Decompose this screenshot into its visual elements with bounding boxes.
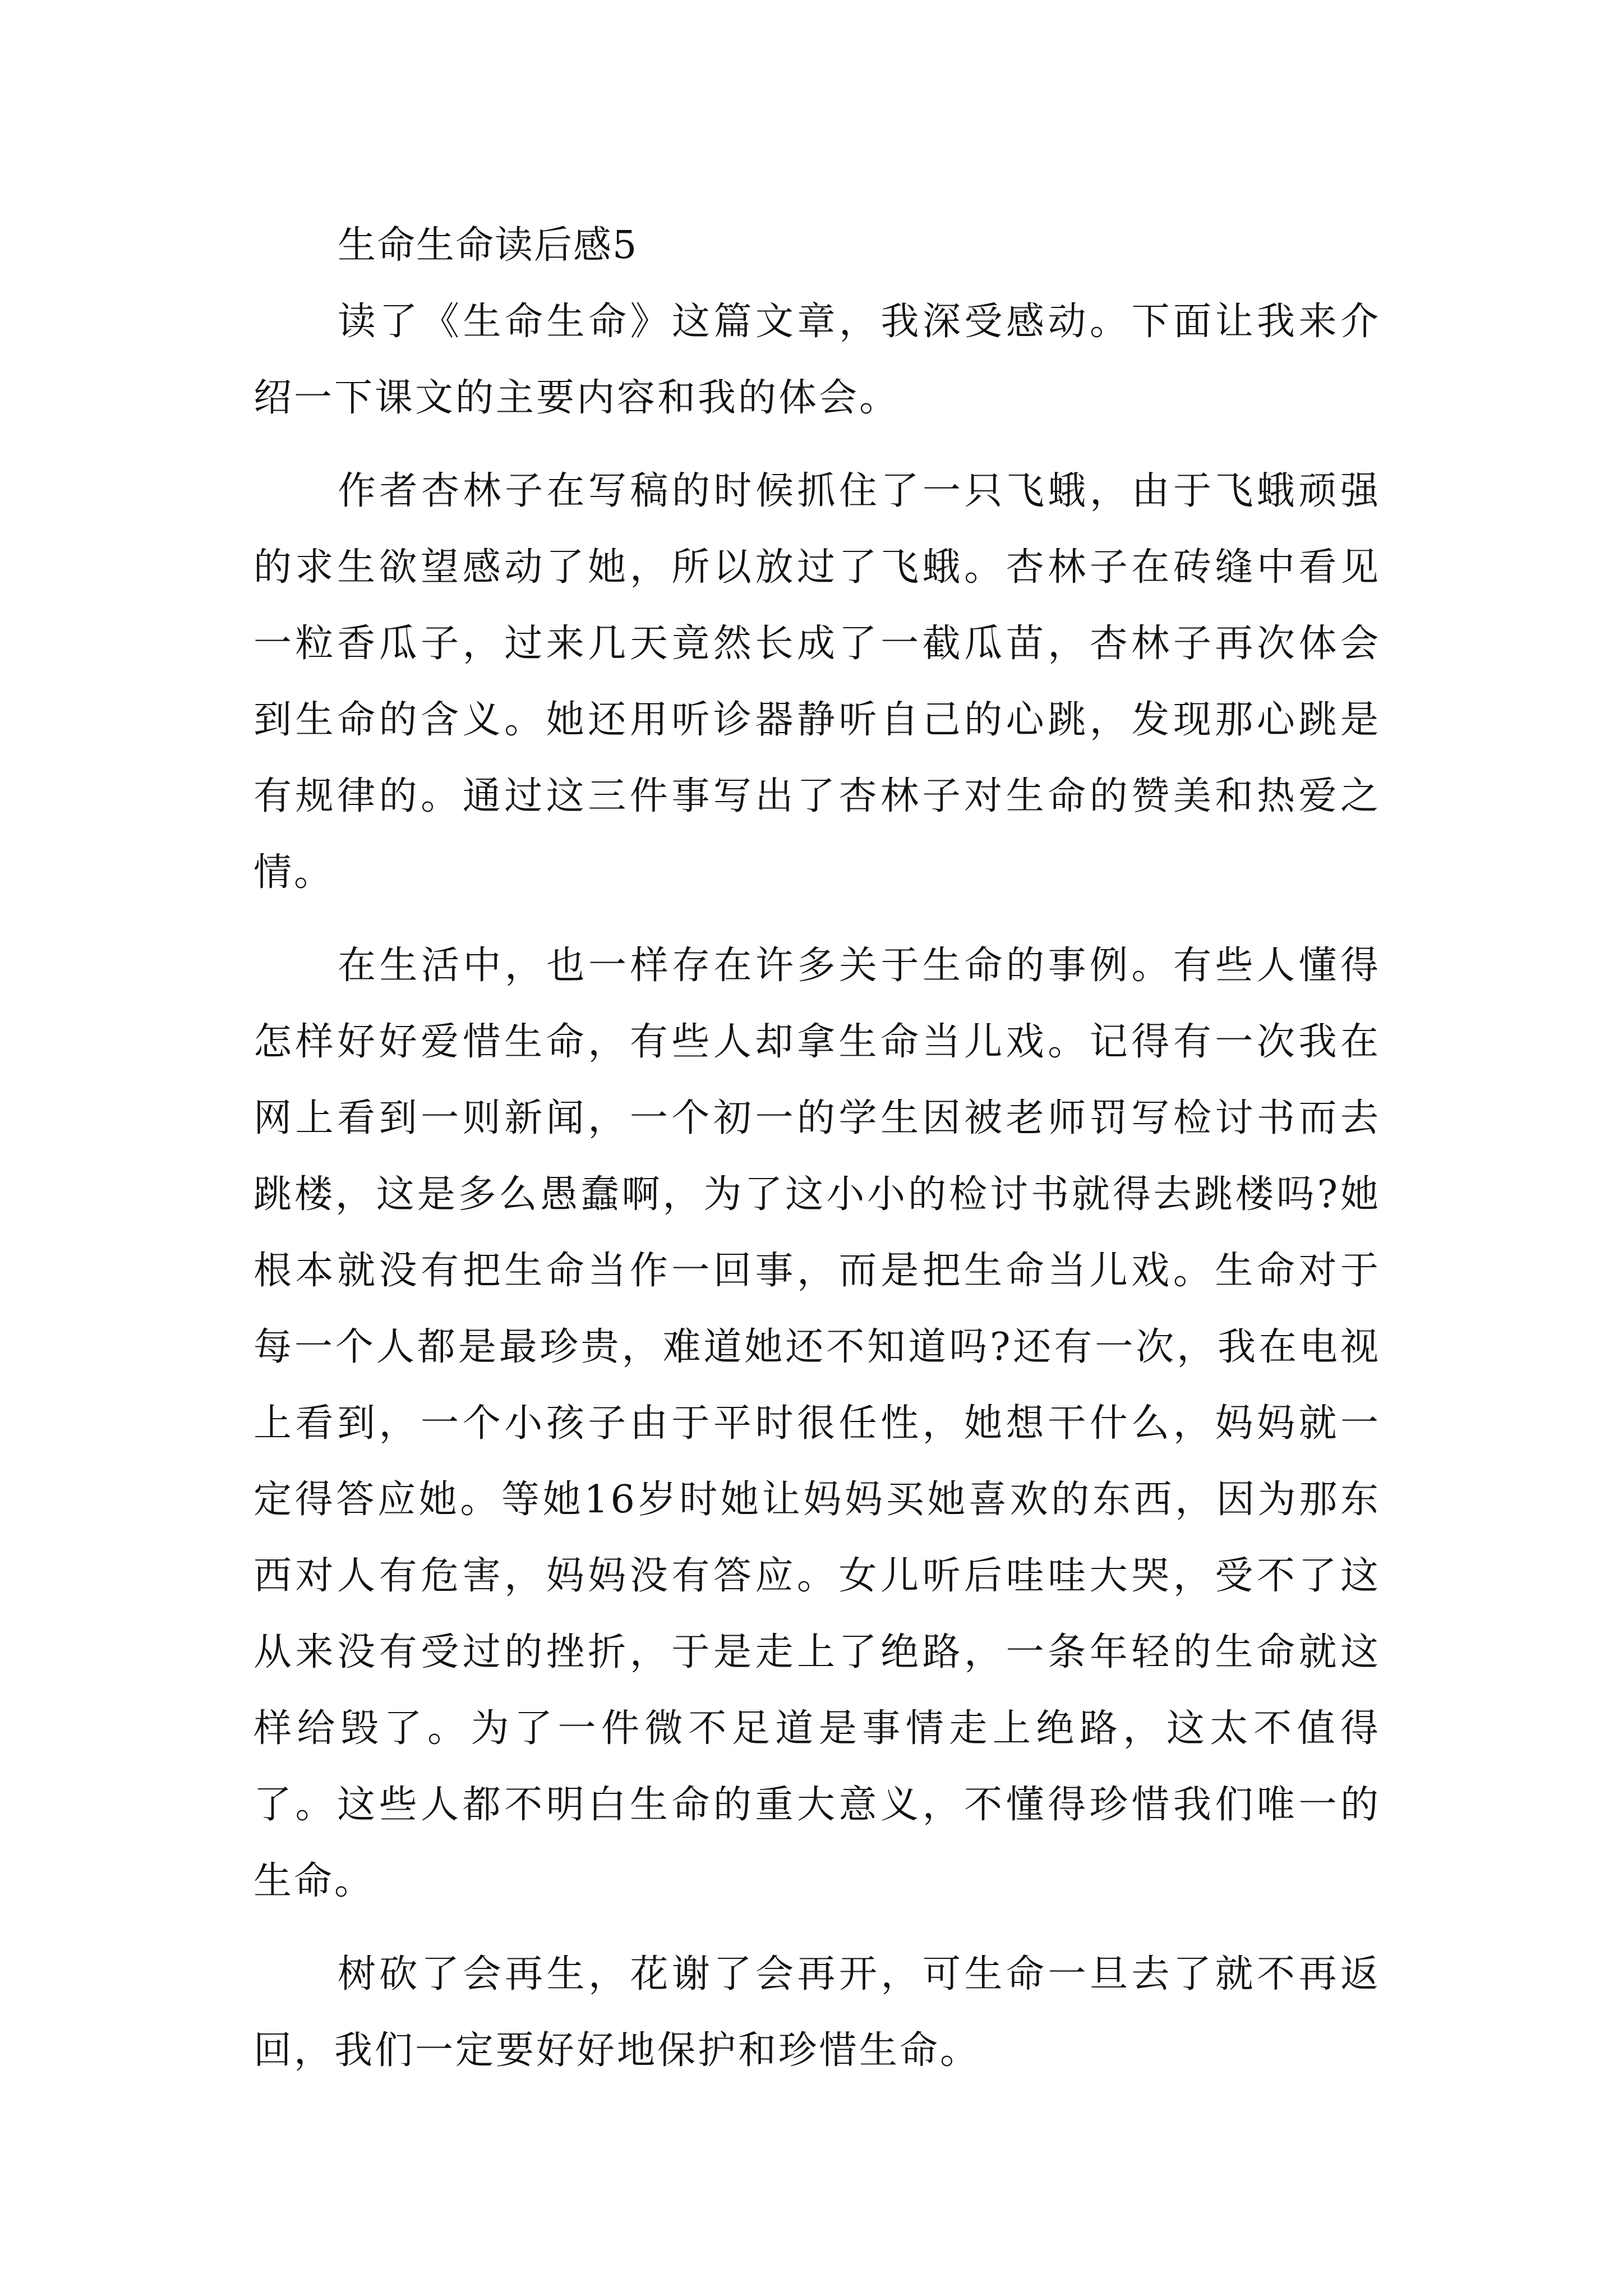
document-title: 生命生命读后感5 <box>338 223 638 268</box>
paragraph-conclusion: 树砍了会再生，花谢了会再开，可生命一旦去了就不再返回，我们一定要好好地保护和珍惜生命。 <box>253 1952 1381 2073</box>
paragraph-examples: 在生活中，也一样存在许多关于生命的事例。有些人懂得怎样好好爱惜生命，有些人却拿生命当儿戏。记得有一次我在网上看到一则新闻，一个初一的学生因被老师罚写检讨书而去跳楼，这是多么愚蠢啊，为了这小小的检讨书就得去跳楼吗?她根本就没有把生命当作一回事，而是把生命当儿戏。生命对于每一个人都是最珍贵，难道她还不知道吗?还有一次，我在电视上看到，一个小孩子由于平时很任性，她想干什么，妈妈就一定得答应她。等她16岁时她让妈妈买她喜欢的东西，因为那东西对人有危害，妈妈没有答应。女儿听后哇哇大哭，受不了这从来没有受过的挫折，于是走上了绝路，一条年轻的生命就这样给毁了。为了一件微不足道是事情走上绝路，这太不值得了。这些人都不明白生命的重大意义，不懂得珍惜我们唯一的生命。 <box>253 944 1381 1903</box>
paragraph-intro: 读了《生命生命》这篇文章，我深受感动。下面让我来介绍一下课文的主要内容和我的体会。 <box>253 300 1381 420</box>
document-body <box>253 208 1381 2106</box>
paragraph-summary: 作者杏林子在写稿的时候抓住了一只飞蛾，由于飞蛾顽强的求生欲望感动了她，所以放过了飞蛾。杏林子在砖缝中看见一粒香瓜子，过来几天竟然长成了一截瓜苗，杏林子再次体会到生命的含义。她还用听诊器静听自己的心跳，发现那心跳是有规律的。通过这三件事写出了杏林子对生命的赞美和热爱之情。 <box>253 469 1381 895</box>
